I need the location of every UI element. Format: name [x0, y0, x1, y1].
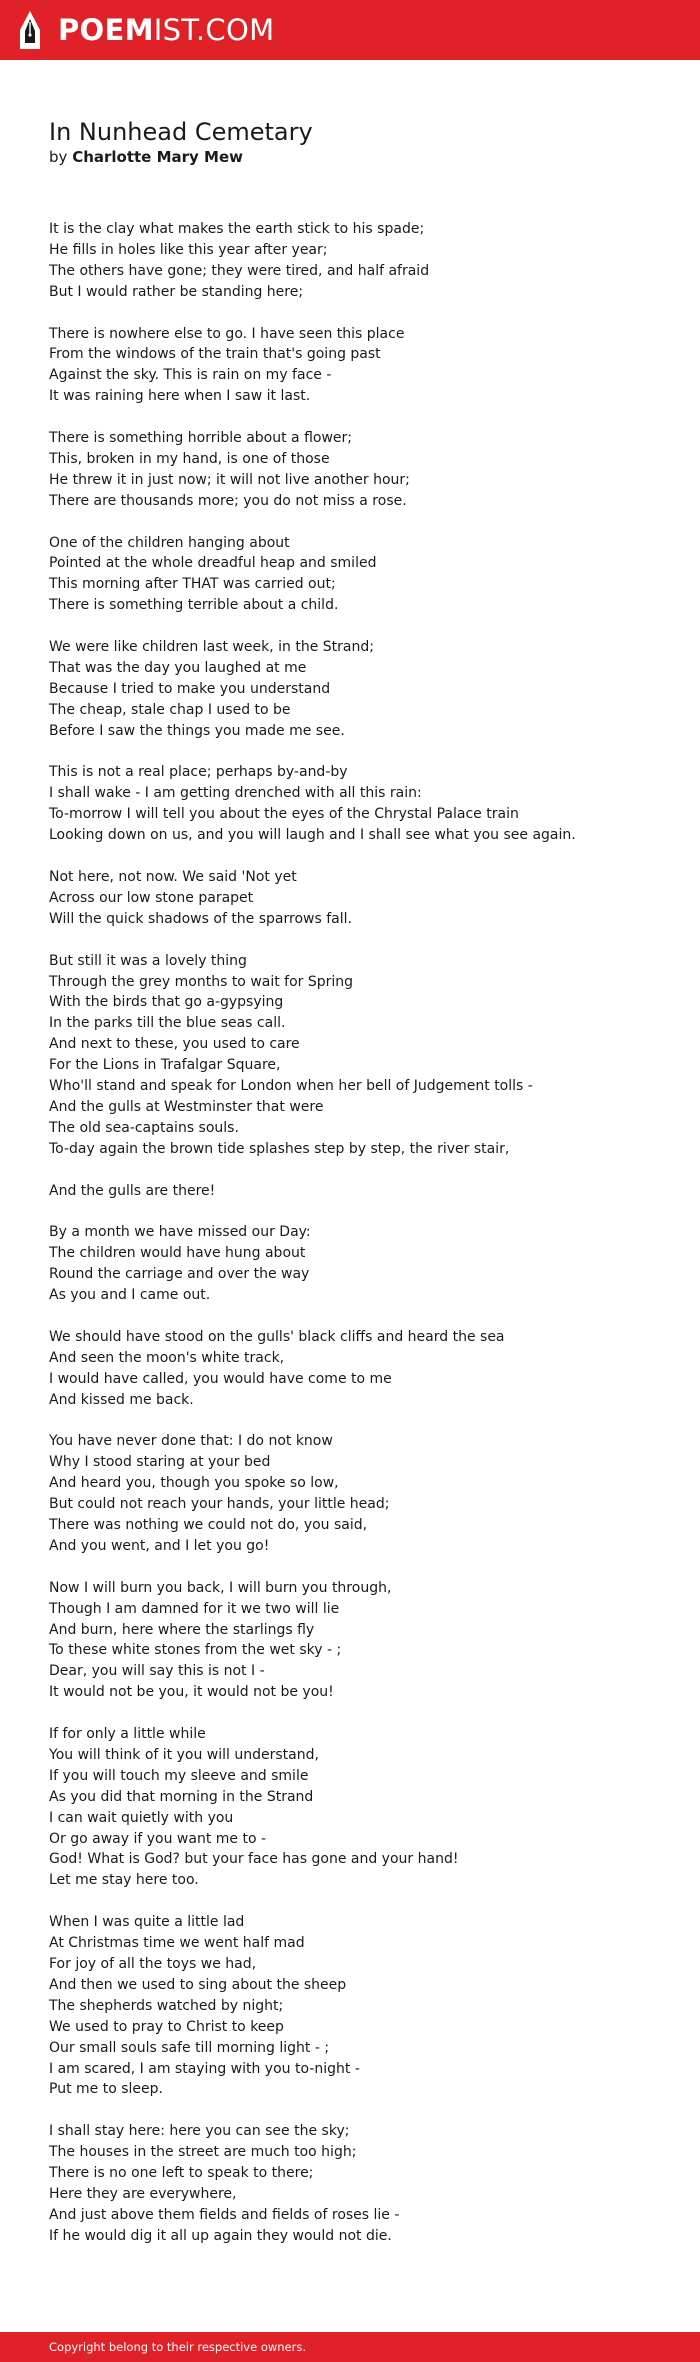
- poem-stanza: [49, 762, 679, 846]
- poem-stanza: [49, 1222, 679, 1306]
- poem-line: Not here, not now. We said 'Not yet: [49, 869, 297, 885]
- poem-line: Dear, you will say this is not I -: [49, 1663, 265, 1680]
- poem-stanza: [49, 2121, 679, 2246]
- poem-line: As you did that morning in the Strand: [49, 1788, 314, 1805]
- poem-line: Against the sky. This is rain on my face -: [49, 367, 332, 384]
- site-logo[interactable]: [18, 10, 274, 50]
- poem-line: This is not a real place; perhaps by-and-by: [49, 764, 348, 781]
- poem-line: But could not reach your hands, your little head;: [49, 1496, 390, 1513]
- poem-line: If for only a little while: [49, 1726, 206, 1743]
- poem-line: And kissed me back.: [49, 1391, 194, 1408]
- poem-line: And the gulls at Westminster that were: [49, 1098, 324, 1115]
- poem-line: In the parks till the blue seas call.: [49, 1015, 286, 1032]
- poem-line: I am scared, I am staying with you to-night -: [49, 2060, 360, 2077]
- poem-line: With the birds that go a-gypsying: [49, 994, 284, 1011]
- poem-line: Put me to sleep.: [49, 2081, 163, 2098]
- logo-wordmark-light: IST.COM: [153, 13, 275, 47]
- poem-line: If he would dig it all up again they would not die.: [49, 2227, 392, 2244]
- poem-line: Looking down on us, and you will laugh and I shall see what you see again.: [49, 827, 576, 844]
- poem-line: Round the carriage and over the way: [49, 1266, 310, 1283]
- poem-line: That was the day you laughed at me: [49, 659, 307, 676]
- poem-line: Before I saw the things you made me see.: [49, 722, 345, 739]
- poem-line: And you went, and I let you go!: [49, 1537, 270, 1554]
- poem-line: There is no one left to speak to there;: [49, 2165, 314, 2182]
- poem-line: And heard you, though you spoke so low,: [49, 1475, 339, 1492]
- poem-line: This, broken in my hand, is one of those: [49, 450, 330, 467]
- poem-line: To-day again the brown tide splashes step by step, the river stair,: [49, 1140, 510, 1157]
- poem-stanza: [49, 219, 679, 303]
- poem-line: But I would rather be standing here;: [49, 283, 304, 300]
- poem-line: Through the grey months to wait for Spring: [49, 973, 354, 990]
- poem-line: This morning after THAT was carried out;: [49, 576, 336, 593]
- poem-line: We were like children last week, in the Strand;: [49, 639, 374, 656]
- poem-line: As you and I came out.: [49, 1287, 211, 1304]
- poem-line: It was raining here when I saw it last.: [49, 388, 311, 405]
- poem-stanza: [49, 951, 679, 1160]
- poem-line: He threw it in just now; it will not live another hour;: [49, 471, 410, 488]
- poem-stanza: [49, 1327, 679, 1411]
- poem-body: [49, 219, 679, 2268]
- poem-line: The shepherds watched by night;: [49, 1997, 284, 2014]
- poem-line: You will think of it you will understand,: [49, 1746, 319, 1763]
- poem-line: He fills in holes like this year after year;: [49, 241, 328, 258]
- poem-line: The others have gone; they were tired, and half afraid: [49, 262, 430, 279]
- poem-line: Will the quick shadows of the sparrows fall.: [49, 910, 352, 927]
- byline-prefix: by: [49, 148, 68, 166]
- poem-line: Or go away if you want me to -: [49, 1830, 267, 1847]
- poem-line: Why I stood staring at your bed: [49, 1454, 271, 1471]
- poem-line: One of the children hanging about: [49, 534, 290, 551]
- copyright-notice: Copyright belong to their respective owners.: [49, 2340, 307, 2354]
- poem-line: It would not be you, it would not be you!: [49, 1684, 334, 1701]
- poem-stanza: [49, 637, 679, 742]
- poem-line: For joy of all the toys we had,: [49, 1956, 257, 1972]
- poem-line: From the windows of the train that's going past: [49, 346, 381, 363]
- poem-line: There is nowhere else to go. I have seen this place: [49, 325, 405, 342]
- poem-line: For the Lions in Trafalgar Square,: [49, 1057, 281, 1074]
- poem-line: We used to pray to Christ to keep: [49, 2018, 284, 2035]
- poem-line: At Christmas time we went half mad: [49, 1935, 305, 1952]
- poem-line: To these white stones from the wet sky - ;: [49, 1642, 342, 1659]
- poem-stanza: [49, 1181, 679, 1202]
- poem-line: There is something terrible about a child.: [49, 597, 339, 614]
- poem-line: Across our low stone parapet: [49, 889, 254, 906]
- poem-stanza: [49, 428, 679, 512]
- poem-stanza: [49, 867, 679, 930]
- poem-line: The children would have hung about: [49, 1245, 306, 1262]
- poem-stanza: [49, 533, 679, 617]
- poem-stanza: [49, 324, 679, 408]
- poem-line: It is the clay what makes the earth stick to his spade;: [49, 221, 425, 237]
- poem-line: And seen the moon's white track,: [49, 1349, 285, 1366]
- poem-line: There is something horrible about a flower;: [49, 430, 352, 447]
- poem-line: When I was quite a little lad: [49, 1914, 245, 1931]
- poem-line: And next to these, you used to care: [49, 1036, 300, 1053]
- logo-wordmark-bold: POEM: [58, 13, 154, 47]
- poem-line: Let me stay here too.: [49, 1872, 199, 1889]
- poem-line: I shall stay here: here you can see the sky;: [49, 2123, 350, 2140]
- poem-stanza: [49, 1724, 679, 1891]
- poem-line: We should have stood on the gulls' black cliffs and heard the sea: [49, 1328, 505, 1345]
- poem-stanza: [49, 1912, 679, 2100]
- poem-line: The houses in the street are much too high;: [49, 2144, 357, 2161]
- poem-line: Because I tried to make you understand: [49, 680, 331, 697]
- poem-line: And burn, here where the starlings fly: [49, 1621, 315, 1638]
- site-header: [0, 0, 700, 60]
- poem-stanza: [49, 1431, 679, 1556]
- poem-line: Here they are everywhere,: [49, 2185, 237, 2202]
- author-name[interactable]: Charlotte Mary Mew: [72, 148, 243, 166]
- poem-title: In Nunhead Cemetary: [49, 118, 313, 146]
- poem-line: But still it was a lovely thing: [49, 952, 247, 969]
- poem-line: You have never done that: I do not know: [49, 1433, 333, 1450]
- poem-line: I can wait quietly with you: [49, 1809, 234, 1826]
- poem-line: To-morrow I will tell you about the eyes of the Chrystal Palace train: [49, 806, 519, 823]
- poem-line: Now I will burn you back, I will burn you through,: [49, 1579, 392, 1596]
- poem-line: I would have called, you would have come to me: [49, 1370, 392, 1387]
- poem-line: And just above them fields and fields of roses lie -: [49, 2206, 400, 2223]
- poem-line: There was nothing we could not do, you said,: [49, 1517, 368, 1534]
- poem-byline: [49, 146, 243, 168]
- poem-line: And the gulls are there!: [49, 1182, 216, 1199]
- poem-line: Who'll stand and speak for London when her bell of Judgement tolls -: [49, 1078, 533, 1095]
- poem-line: Though I am damned for it we two will lie: [49, 1600, 340, 1617]
- fountain-pen-nib-icon: [18, 10, 42, 50]
- poem-line: The old sea-captains souls.: [49, 1119, 239, 1136]
- poem-line: There are thousands more; you do not miss a rose.: [49, 492, 407, 509]
- poem-stanza: [49, 1578, 679, 1703]
- poem-line: By a month we have missed our Day:: [49, 1224, 311, 1241]
- poem-line: If you will touch my sleeve and smile: [49, 1767, 309, 1784]
- poem-line: And then we used to sing about the sheep: [49, 1976, 347, 1993]
- site-footer: [0, 2332, 700, 2362]
- poem-line: Pointed at the whole dreadful heap and smiled: [49, 555, 377, 572]
- poem-line: Our small souls safe till morning light - ;: [49, 2039, 330, 2056]
- poem-line: God! What is God? but your face has gone and your hand!: [49, 1851, 459, 1868]
- poem-line: I shall wake - I am getting drenched with all this rain:: [49, 785, 422, 802]
- poem-line: The cheap, stale chap I used to be: [49, 701, 291, 718]
- logo-wordmark: [58, 10, 274, 50]
